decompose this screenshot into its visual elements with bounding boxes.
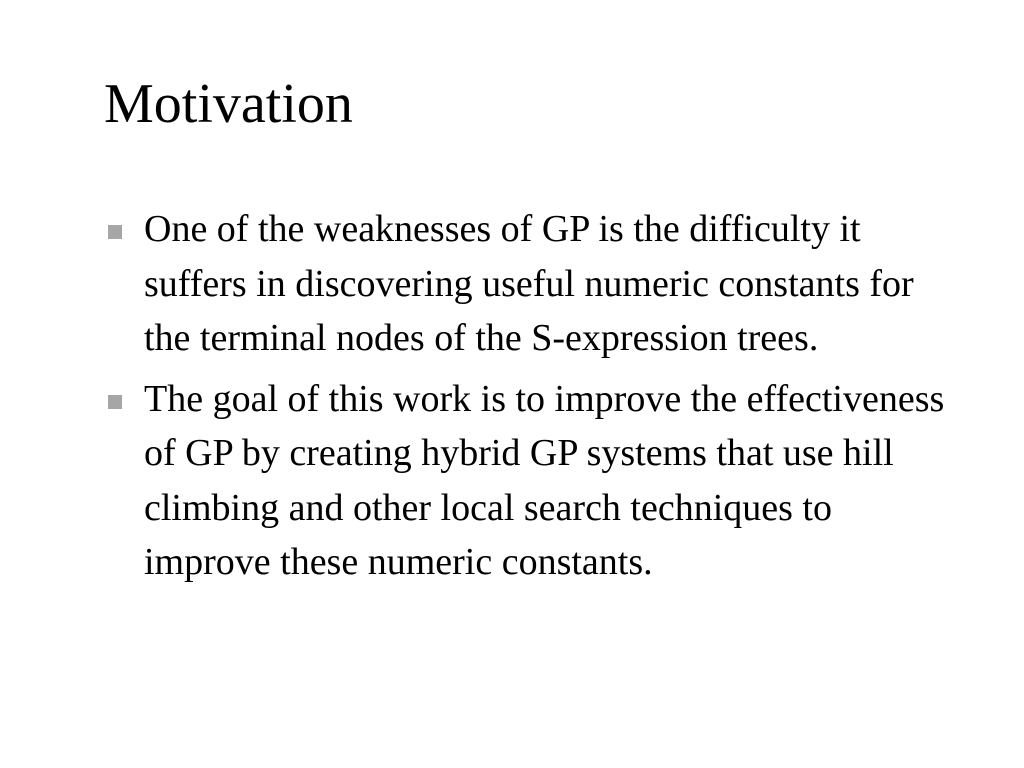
bullet-text: The goal of this work is to improve the effectiveness of GP by creating hybrid GP systems that use hill climbing and other local search techniques to improve these numeric constants. xyxy=(144,377,945,583)
bullet-text: One of the weaknesses of GP is the difficulty it suffers in discovering useful numeric constants for the terminal nodes of the S-expression trees. xyxy=(144,208,914,359)
square-bullet-icon xyxy=(108,395,122,409)
bullet-item-weakness xyxy=(108,202,948,366)
bullet-item-goal xyxy=(108,372,948,590)
square-bullet-icon xyxy=(108,225,122,239)
slide-title: Motivation xyxy=(104,73,353,135)
bullet-list xyxy=(108,202,948,596)
